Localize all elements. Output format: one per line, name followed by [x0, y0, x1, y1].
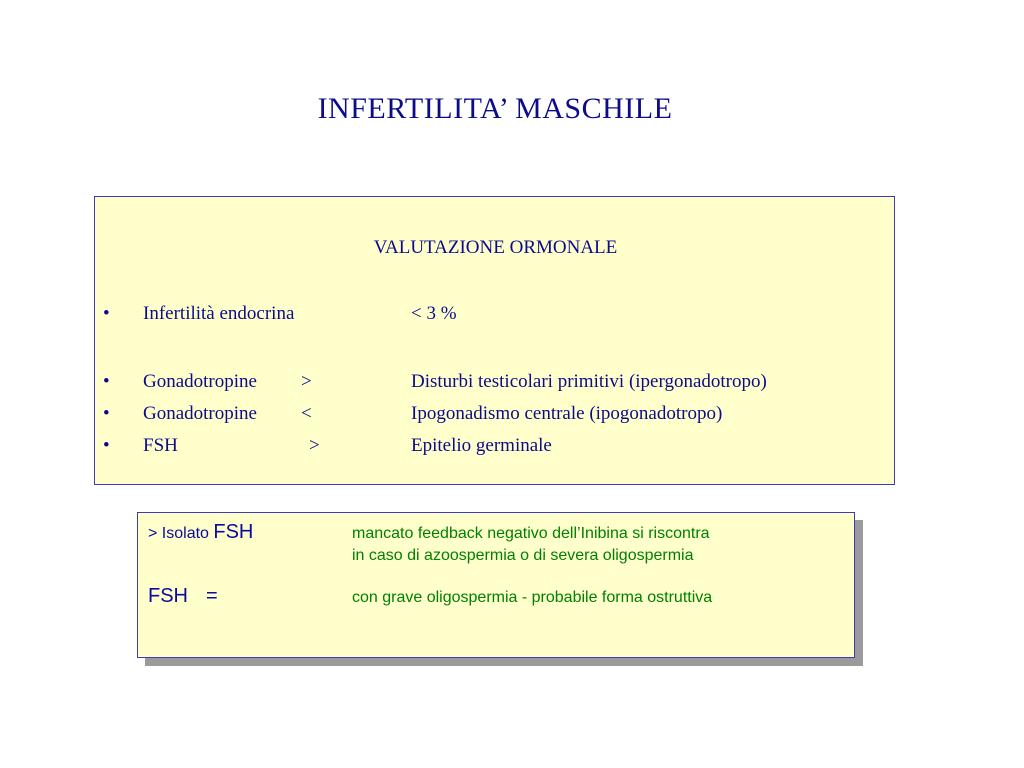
item-label: FSH: [143, 435, 178, 456]
fsh-notes-box: [137, 512, 855, 658]
item-operator: >: [301, 371, 312, 392]
item-label: Gonadotropine: [143, 371, 257, 392]
isolated-prefix: > Isolato: [148, 525, 214, 542]
item-value: < 3 %: [411, 303, 457, 324]
equals-sign: =: [206, 585, 218, 607]
fsh-term: FSH: [148, 585, 188, 607]
feedback-text-line1: mancato feedback negativo dell’Inibina si riscontra: [352, 525, 710, 542]
item-value: Ipogonadismo centrale (ipogonadotropo): [411, 403, 723, 424]
item-operator: >: [309, 435, 320, 456]
item-value: Epitelio germinale: [411, 435, 552, 456]
item-operator: <: [301, 403, 312, 424]
bullet: •: [103, 303, 110, 324]
slide-title: INFERTILITA’ MASCHILE: [317, 92, 673, 125]
bullet: •: [103, 403, 110, 424]
isolated-fsh-label: [148, 521, 253, 544]
item-label: Infertilità endocrina: [143, 303, 295, 324]
bullet: •: [103, 435, 110, 456]
fsh-term: FSH: [213, 521, 254, 543]
bullet: •: [103, 371, 110, 392]
feedback-text-line2: in caso di azoospermia o di severa oligospermia: [352, 547, 694, 564]
hormonal-evaluation-box: [94, 196, 895, 485]
item-value: Disturbi testicolari primitivi (ipergonadotropo): [411, 371, 767, 392]
fsh-equal-label: [148, 585, 218, 608]
item-label: Gonadotropine: [143, 403, 257, 424]
box-heading: VALUTAZIONE ORMONALE: [373, 237, 618, 258]
obstructive-text: con grave oligospermia - probabile forma ostruttiva: [352, 589, 713, 606]
